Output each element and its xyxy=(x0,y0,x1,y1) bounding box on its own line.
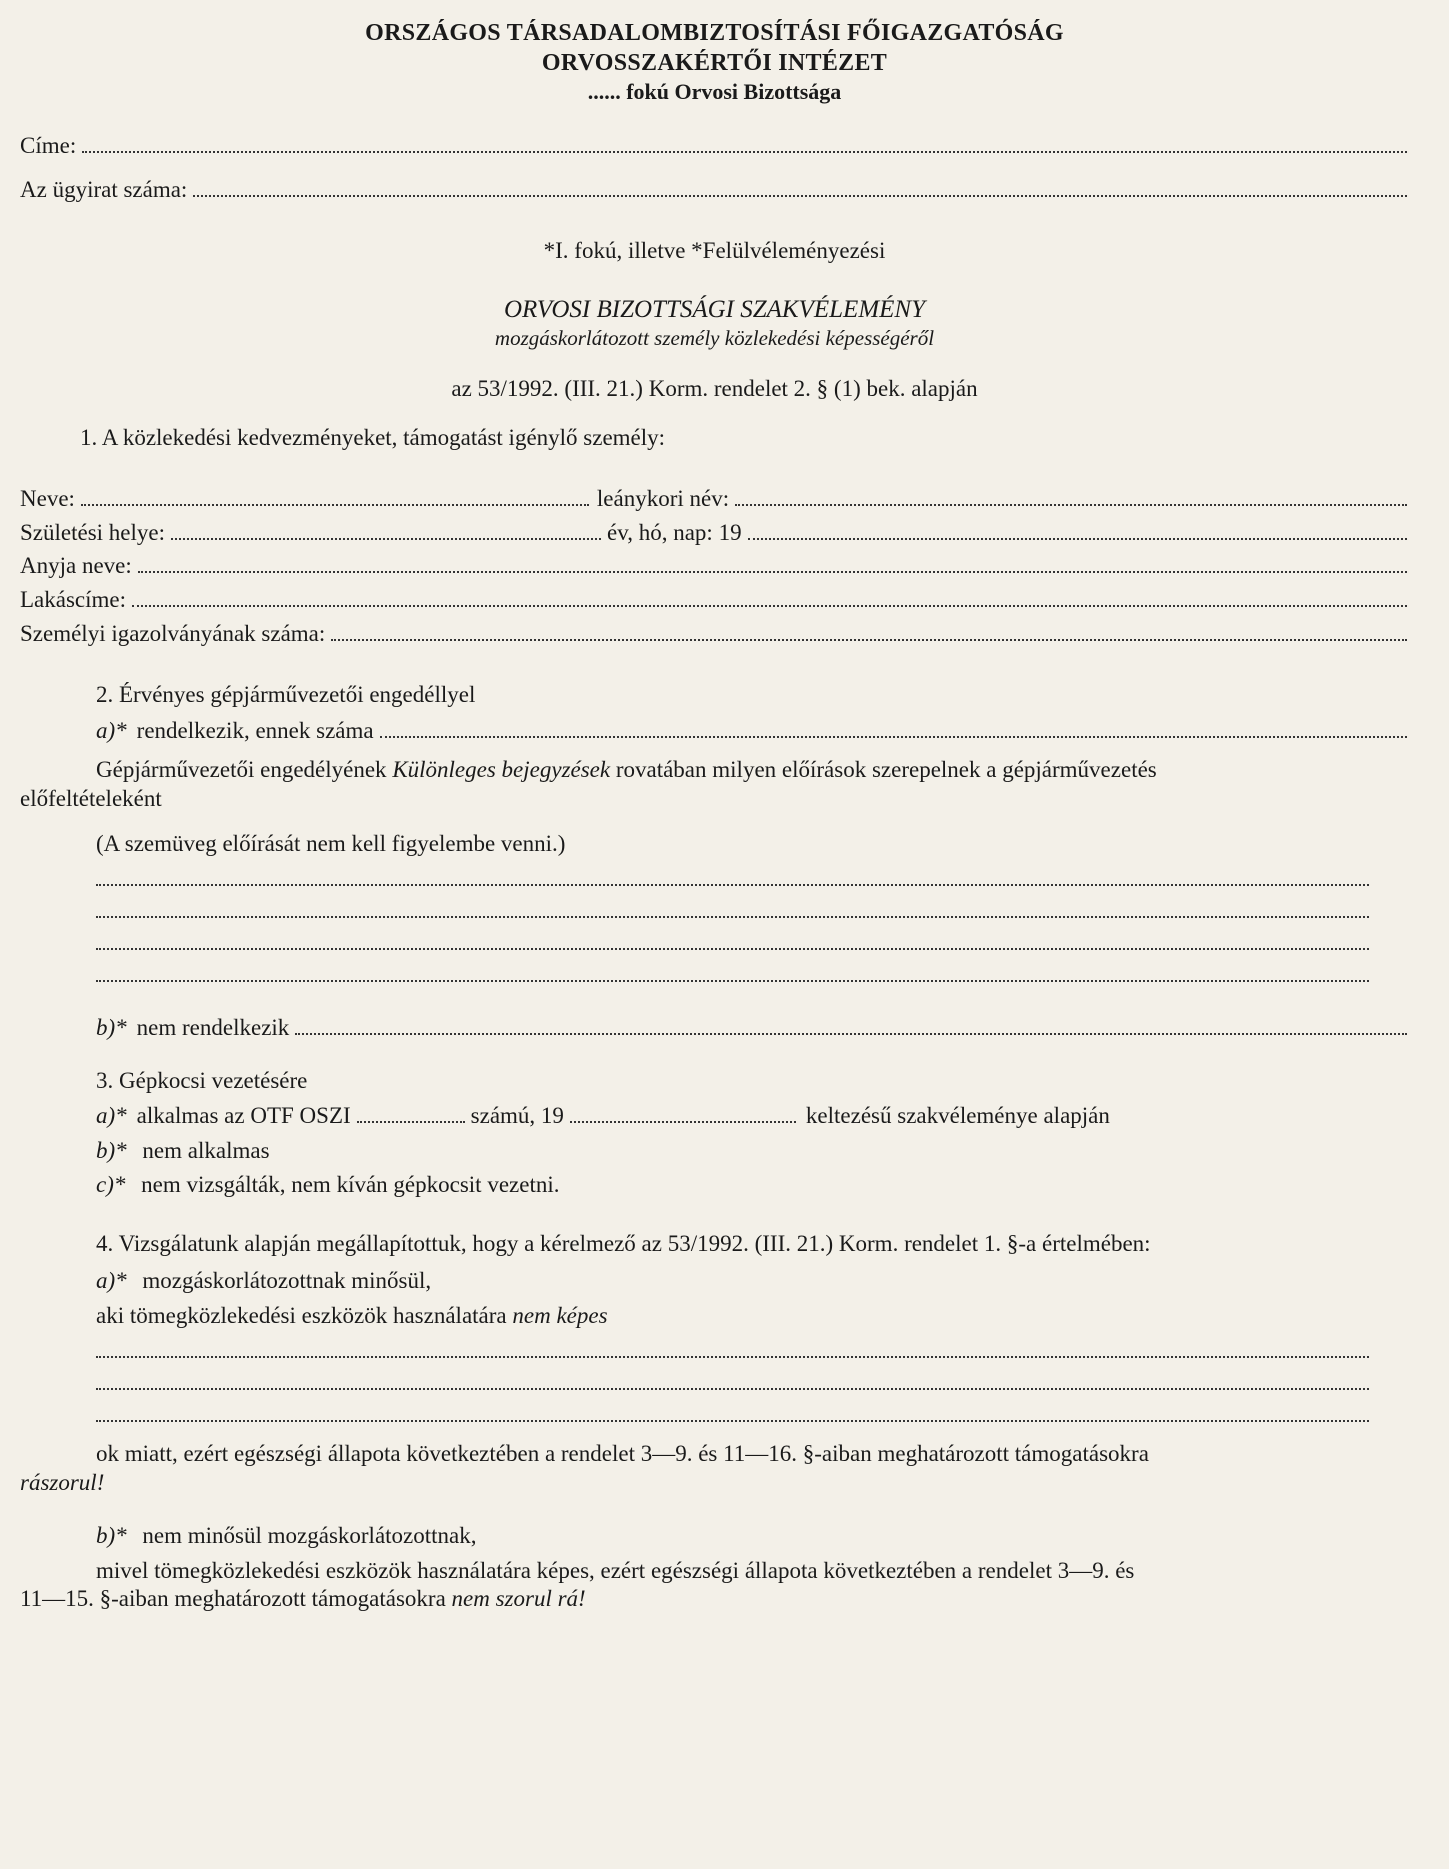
section3-heading: 3. Gépkocsi vezetésére xyxy=(96,1068,308,1093)
s4-b-line3 xyxy=(20,1585,1409,1614)
s4-b-text: nem minősül mozgáskorlátozottnak, xyxy=(142,1522,477,1548)
reason-line-2[interactable] xyxy=(96,1362,1369,1390)
field-neve[interactable] xyxy=(20,485,1409,514)
option-a-marker: a)* xyxy=(96,718,127,744)
field-neve-dots xyxy=(81,504,589,506)
question-italic: Különleges bejegyzések xyxy=(392,757,611,782)
document-subtitle: mozgáskorlátozott személy közlekedési képességéről xyxy=(494,326,935,350)
section2-question xyxy=(20,756,1409,785)
legal-basis: az 53/1992. (III. 21.) Korm. rendelet 2. § (1) bek. alapján xyxy=(451,376,978,402)
s3-a-text3: keltezésű szakvéleménye alapján xyxy=(805,1102,1110,1128)
s3-b-marker: b)* xyxy=(96,1137,127,1163)
s4-a-line2-before: aki tömegközlekedési eszközök használatára xyxy=(96,1302,507,1328)
field-cime[interactable] xyxy=(20,132,1409,161)
option-b-text: nem rendelkezik xyxy=(136,1015,290,1041)
section1-heading: 1. A közlekedési kedvezményeket, támogatást igénylő személy: xyxy=(80,425,666,450)
s3-b-text: nem alkalmas xyxy=(142,1137,270,1163)
header-institute: ORVOSSZAKÉRTŐI INTÉZET xyxy=(541,50,888,76)
field-anyja-label: Anyja neve: xyxy=(20,553,132,579)
s4-a-after-italic: rászorul! xyxy=(20,1470,105,1495)
answer-line-1[interactable] xyxy=(96,858,1369,886)
s3-a-text2: számú, 19 xyxy=(470,1102,564,1128)
field-lakascime-label: Lakáscíme: xyxy=(20,587,127,612)
s4-b-line2: mivel tömegközlekedési eszközök használatára képes, ezért egészségi állapota következtében a rendelet 3—9. és xyxy=(96,1557,1135,1583)
option-a-dots xyxy=(380,736,1407,738)
s4-a-marker: a)* xyxy=(96,1267,127,1293)
option-b-marker: b)* xyxy=(96,1015,127,1041)
section3-option-a[interactable] xyxy=(20,1102,1409,1131)
section2-option-a[interactable] xyxy=(20,717,1409,746)
field-leanykori-label: leánykori név: xyxy=(596,485,730,511)
field-szemelyi-dots xyxy=(331,639,1407,641)
opinion-type: *I. fokú, illetve *Felülvéleményezési xyxy=(543,238,886,263)
section4-heading: 4. Vizsgálatunk alapján megállapítottuk, hogy a kérelmező az 53/1992. (III. 21.) Korm. rendelet 1. §-a értelmében: xyxy=(96,1231,1151,1256)
s4-b-marker: b)* xyxy=(96,1522,127,1548)
field-lakascime-dots xyxy=(132,605,1407,607)
s3-a-dots2 xyxy=(570,1121,796,1123)
section2-option-b[interactable] xyxy=(20,1014,1409,1043)
s4-b-line3-italic: nem szorul rá! xyxy=(451,1586,586,1612)
field-leanykori-dots xyxy=(735,504,1407,506)
field-cime-dots xyxy=(82,151,1407,153)
section2-heading: 2. Érvényes gépjárművezetői engedéllyel xyxy=(96,681,476,707)
field-lakascime[interactable] xyxy=(20,586,1409,615)
form-header xyxy=(20,18,1409,106)
s4-a-line2 xyxy=(20,1302,1409,1331)
header-committee: ...... fokú Orvosi Bizottsága xyxy=(587,79,842,104)
section4-option-b[interactable] xyxy=(20,1522,1409,1551)
field-szemelyi-label: Személyi igazolványának száma: xyxy=(20,620,326,646)
section4-option-a[interactable] xyxy=(20,1267,1409,1296)
field-neve-label: Neve: xyxy=(20,485,75,511)
reason-line-3[interactable] xyxy=(96,1394,1369,1422)
section2-question-line2: előfeltételeként xyxy=(20,785,162,811)
field-anyja[interactable] xyxy=(20,552,1409,581)
field-ev-ho-nap-dots xyxy=(748,538,1407,540)
s3-c-marker: c)* xyxy=(96,1172,126,1198)
field-ugyirat-dots xyxy=(193,195,1407,197)
field-ev-ho-nap-label: év, hó, nap: 19 xyxy=(607,519,742,545)
section3-option-c[interactable] xyxy=(20,1171,1409,1200)
question-after: rovatában milyen előírások szerepelnek a gépjárművezetés xyxy=(615,757,1157,782)
answer-line-2[interactable] xyxy=(96,890,1369,918)
s3-c-text: nem vizsgálták, nem kíván gépkocsit vezetni. xyxy=(141,1172,560,1198)
header-institution: ORSZÁGOS TÁRSADALOMBIZTOSÍTÁSI FŐIGAZGATÓSÁG xyxy=(365,20,1064,46)
answer-line-4[interactable] xyxy=(96,954,1369,982)
s4-a-after: ok miatt, ezért egészségi állapota következtében a rendelet 3—9. és 11—16. §-aiban meghatározott támogatásokra xyxy=(96,1441,1149,1467)
question-before: Gépjárművezetői engedélyének xyxy=(96,757,387,782)
s4-b-line3-before: 11—15. §-aiban meghatározott támogatásokra xyxy=(20,1586,446,1612)
s4-a-text: mozgáskorlátozottnak minősül, xyxy=(142,1267,432,1293)
s3-a-dots1 xyxy=(357,1121,465,1123)
field-ugyirat-label: Az ügyirat száma: xyxy=(20,177,188,203)
section3-option-b[interactable] xyxy=(20,1137,1409,1166)
reason-line-1[interactable] xyxy=(96,1330,1369,1358)
field-szul-helye-dots xyxy=(171,538,601,540)
field-szuletesi[interactable] xyxy=(20,519,1409,548)
section2-note: (A szemüveg előírását nem kell figyelembe venni.) xyxy=(96,830,566,856)
field-szul-helye-label: Születési helye: xyxy=(20,519,165,545)
answer-line-3[interactable] xyxy=(96,922,1369,950)
field-szemelyi[interactable] xyxy=(20,620,1409,649)
s3-a-marker: a)* xyxy=(96,1102,127,1128)
option-a-text: rendelkezik, ennek száma xyxy=(136,718,374,744)
s3-a-text1: alkalmas az OTF OSZI xyxy=(136,1102,351,1128)
field-ugyirat[interactable] xyxy=(20,176,1409,205)
option-b-dots xyxy=(295,1033,1407,1035)
s4-a-line2-italic: nem képes xyxy=(512,1302,608,1328)
field-cime-label: Címe: xyxy=(20,132,77,158)
document-title: ORVOSI BIZOTTSÁGI SZAKVÉLEMÉNY xyxy=(503,295,926,323)
field-anyja-dots xyxy=(138,571,1407,573)
